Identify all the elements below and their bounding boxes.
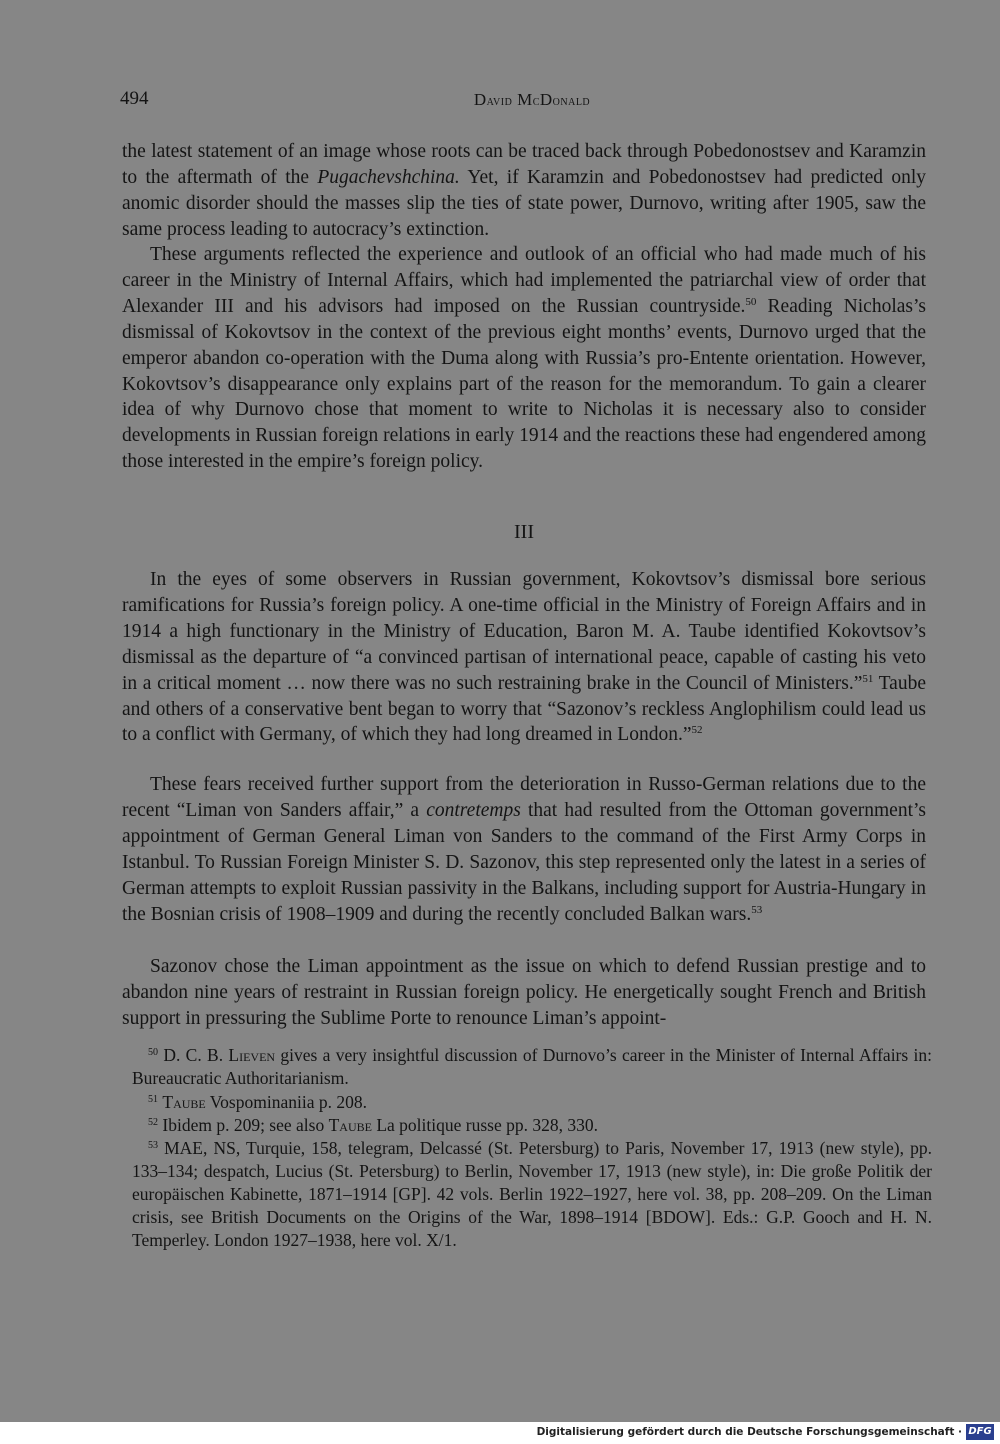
body-paragraph-3 bbox=[122, 567, 926, 748]
footnote-ref-53[interactable]: 53 bbox=[751, 903, 763, 916]
footnote-number: 53 bbox=[148, 1140, 158, 1151]
running-head-initial-d2: D bbox=[539, 90, 553, 109]
footnote-text: MAE, NS, Turquie, 158, telegram, Delcassé (St. Petersburg) to Paris, November 17, 1913 (new style), pp. 133–134; despatch, Lucius (St. Petersburg) to Berlin, November 17, 1913 (new style), in: Die große Politik der europäischen Kabinette, 1871–1914 [GP]. 42 vols. Berlin 1922–1927, here vol. 38, pp. 208–209. On the Liman crisis, see British Documents on the Origins of the War, 1898–1914 [BDOW]. Eds.: G.P. Gooch and H. N. Temperley. London 1927–1938, here vol. X/1. bbox=[132, 1138, 932, 1250]
page-number: 494 bbox=[120, 88, 149, 109]
running-head-surname: onald bbox=[552, 94, 591, 109]
footnote-ref-50[interactable]: 50 bbox=[745, 295, 757, 308]
running-head-c: c bbox=[532, 94, 540, 109]
body-paragraph-1 bbox=[122, 139, 926, 243]
p4-text-b: that had resulted from the Ottoman government’s appointment of German General Liman von Sanders to the command of the First Army Corps in Istanbul. To Russian Foreign Minister S. D. Sazonov, this step represented only the latest in a series of German attempts to exploit Russian passivity in the Balkans, including support for Austria-Hungary in the Bosnian crisis of 1908–1909 and during the recently concluded Balkan wars. bbox=[122, 799, 926, 925]
body-paragraph-2 bbox=[122, 242, 926, 475]
funding-credit: Digitalisierung gefördert durch die Deutsche Forschungsgemeinschaft · bbox=[536, 1426, 962, 1438]
footnote-number: 51 bbox=[148, 1094, 158, 1105]
body-paragraph-5 bbox=[122, 954, 926, 1032]
p1-text-a: the latest statement of an image whose roots can be traced back through Pobedonostsev and Karamzin to the aftermath of the bbox=[122, 141, 926, 188]
digitization-footer bbox=[0, 1422, 1000, 1444]
footnote-text: Vospominaniia p. 208. bbox=[205, 1092, 367, 1112]
running-head-given-name: avid bbox=[486, 94, 513, 109]
footnote-author: Taube bbox=[328, 1115, 372, 1135]
running-head-initial-m: M bbox=[517, 90, 533, 109]
p3-text-b: Taube and others of a conservative bent began to worry that “Sazonov’s reckless Anglophilism could lead us to a conflict with Germany, of which they had long dreamed in London.” bbox=[122, 672, 926, 746]
footnote-author: Taube bbox=[162, 1092, 206, 1112]
footnote-number: 50 bbox=[148, 1047, 158, 1058]
footnote-52 bbox=[132, 1114, 932, 1137]
footnote-ref-51[interactable]: 51 bbox=[862, 672, 874, 685]
dfg-logo: DFG bbox=[966, 1424, 994, 1440]
p4-italic: contretemps bbox=[426, 799, 521, 821]
p3-text-a: In the eyes of some observers in Russian government, Kokovtsov’s dismissal bore serious ramifications for Russia’s foreign policy. A one-time official in the Ministry of Foreign Affairs and in 1914 a high functionary in the Ministry of Education, Baron M. A. Taube identified Kokovtsov’s dismissal as the departure of “a convinced partisan of international peace, capable of casting his veto in a critical moment … now there was no such restraining brake in the Council of Ministers.” bbox=[122, 569, 926, 694]
footnote-51 bbox=[132, 1091, 932, 1114]
body-paragraph-4 bbox=[122, 772, 926, 927]
page-header bbox=[118, 86, 946, 116]
p1-italic: Pugachevshchina. bbox=[317, 166, 460, 188]
p4-text-a: These fears received further support from the deterioration in Russo-German relations due to the recent “Liman von Sanders affair,” a bbox=[122, 774, 926, 821]
footnote-ref-52[interactable]: 52 bbox=[691, 724, 703, 737]
footnote-author: D. C. B. Lieven bbox=[163, 1045, 276, 1065]
footnote-number: 52 bbox=[148, 1117, 158, 1128]
footnote-text: gives a very insightful discussion of Durnovo’s career in the Minister of Internal Affairs in: Bureaucratic Authoritarianism. bbox=[132, 1045, 932, 1088]
p2-text-b: Reading Nicholas’s dismissal of Kokovtsov in the context of the previous eight months’ events, Durnovo urged that the emperor abandon co-operation with the Duma along with Russia’s pro-Entente orientation. However, Kokovtsov’s disappearance only explains part of the reason for the memorandum. To gain a clearer idea of why Durnovo chose that moment to write to Nicholas it is necessary also to consider developments in Russian foreign relations in early 1914 and the reactions these had engendered among those interested in the empire’s foreign policy. bbox=[122, 295, 927, 473]
footnote-50 bbox=[132, 1044, 932, 1090]
p2-text-a: These arguments reflected the experience and outlook of an official who had made much of his career in the Ministry of Internal Affairs, which had implemented the patriarchal view of order that Alexander III and his advisors had imposed on the Russian countryside. bbox=[122, 244, 926, 317]
section-heading: III bbox=[514, 521, 534, 543]
p5-text-a: Sazonov chose the Liman appointment as the issue on which to defend Russian prestige and to abandon nine years of restraint in Russian foreign policy. He energetically sought French and British support in pressuring the Sublime Porte to renounce Liman’s appoint- bbox=[122, 956, 926, 1029]
running-head bbox=[118, 90, 946, 110]
p1-text-b: Yet, if Karamzin and Pobedonostsev had predicted only anomic disorder should the masses slip the ties of state power, Durnovo, writing after 1905, saw the same process leading to autocracy’s extinction. bbox=[122, 166, 926, 240]
footnote-53 bbox=[132, 1137, 932, 1252]
running-head-initial-d: D bbox=[473, 90, 487, 109]
footnote-text-a: Ibidem p. 209; see also bbox=[162, 1115, 329, 1135]
footnote-text: La politique russe pp. 328, 330. bbox=[371, 1115, 598, 1135]
